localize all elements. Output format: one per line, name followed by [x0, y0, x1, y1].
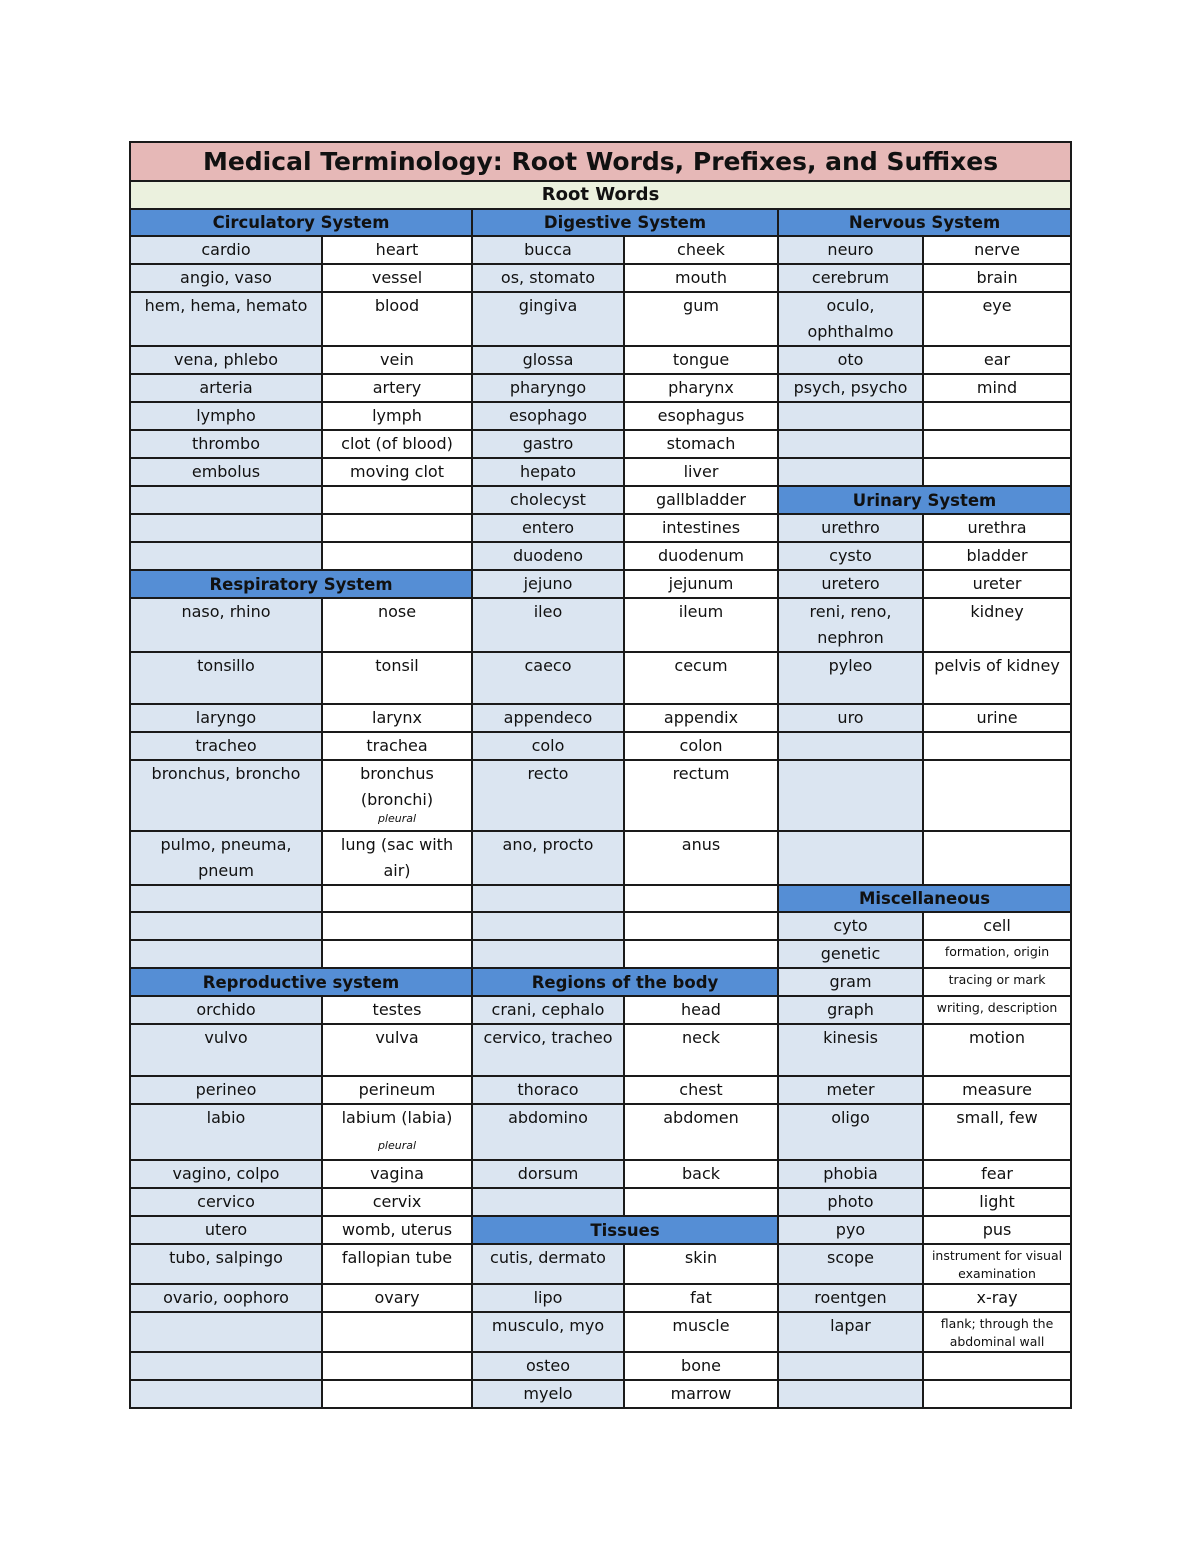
term-cell: hepato: [472, 458, 624, 486]
empty-cell: [472, 885, 624, 912]
meaning-cell: small, few: [923, 1104, 1071, 1160]
term-cell: gingiva: [472, 292, 624, 346]
meaning-text: labium (labia): [341, 1108, 453, 1127]
term-cell: osteo: [472, 1352, 624, 1380]
term-cell: thrombo: [130, 430, 322, 458]
meaning-cell: nose: [322, 598, 472, 652]
meaning-cell: ureter: [923, 570, 1071, 598]
term-cell: labio: [130, 1104, 322, 1160]
term-cell: scope: [778, 1244, 923, 1284]
empty-cell: [322, 486, 472, 514]
empty-cell: [778, 732, 923, 760]
meaning-cell: perineum: [322, 1076, 472, 1104]
empty-cell: [472, 940, 624, 968]
meaning-cell: motion: [923, 1024, 1071, 1076]
term-cell: gastro: [472, 430, 624, 458]
meaning-cell: marrow: [624, 1380, 778, 1408]
term-cell: ovario, oophoro: [130, 1284, 322, 1312]
meaning-cell: liver: [624, 458, 778, 486]
plural-note: pleural: [377, 1139, 417, 1152]
meaning-cell: tongue: [624, 346, 778, 374]
term-cell: cerebrum: [778, 264, 923, 292]
empty-cell: [778, 1380, 923, 1408]
meaning-cell: formation, origin: [923, 940, 1071, 968]
meaning-cell: appendix: [624, 704, 778, 732]
meaning-cell: pelvis of kidney: [923, 652, 1071, 704]
meaning-cell: instrument for visual examination: [923, 1244, 1071, 1284]
meaning-cell: neck: [624, 1024, 778, 1076]
term-cell: thoraco: [472, 1076, 624, 1104]
term-cell: gram: [778, 968, 923, 996]
empty-cell: [778, 458, 923, 486]
term-cell: psych, psycho: [778, 374, 923, 402]
term-cell: oto: [778, 346, 923, 374]
empty-cell: [923, 732, 1071, 760]
meaning-cell: bladder: [923, 542, 1071, 570]
meaning-cell: lung (sac with air): [322, 831, 472, 885]
term-cell: crani, cephalo: [472, 996, 624, 1024]
term-cell: phobia: [778, 1160, 923, 1188]
header-urinary: Urinary System: [778, 486, 1071, 514]
meaning-cell: heart: [322, 236, 472, 264]
term-cell: lipo: [472, 1284, 624, 1312]
term-cell: cysto: [778, 542, 923, 570]
empty-cell: [923, 831, 1071, 885]
empty-cell: [130, 486, 322, 514]
term-cell: glossa: [472, 346, 624, 374]
meaning-cell: rectum: [624, 760, 778, 831]
meaning-cell: light: [923, 1188, 1071, 1216]
empty-cell: [130, 1380, 322, 1408]
header-tissues: Tissues: [472, 1216, 778, 1244]
meaning-cell: vein: [322, 346, 472, 374]
term-cell: photo: [778, 1188, 923, 1216]
term-cell: tubo, salpingo: [130, 1244, 322, 1284]
meaning-cell: cheek: [624, 236, 778, 264]
meaning-cell: lymph: [322, 402, 472, 430]
empty-cell: [130, 885, 322, 912]
term-cell: meter: [778, 1076, 923, 1104]
empty-cell: [923, 760, 1071, 831]
empty-cell: [322, 542, 472, 570]
empty-cell: [923, 1380, 1071, 1408]
empty-cell: [130, 542, 322, 570]
terminology-table: [129, 141, 1072, 1409]
term-cell: orchido: [130, 996, 322, 1024]
meaning-cell: mind: [923, 374, 1071, 402]
empty-cell: [778, 760, 923, 831]
term-cell: cholecyst: [472, 486, 624, 514]
term-cell: cervico, tracheo: [472, 1024, 624, 1076]
term-cell: caeco: [472, 652, 624, 704]
empty-cell: [130, 912, 322, 940]
empty-cell: [322, 514, 472, 542]
meaning-cell: womb, uterus: [322, 1216, 472, 1244]
term-cell: lapar: [778, 1312, 923, 1352]
term-cell: oculo, ophthalmo: [778, 292, 923, 346]
term-cell: arteria: [130, 374, 322, 402]
empty-cell: [130, 1312, 322, 1352]
meaning-cell: larynx: [322, 704, 472, 732]
empty-cell: [322, 885, 472, 912]
meaning-cell: moving clot: [322, 458, 472, 486]
term-cell: pyleo: [778, 652, 923, 704]
meaning-cell: cell: [923, 912, 1071, 940]
meaning-cell: [322, 1104, 472, 1160]
meaning-cell: tracing or mark: [923, 968, 1071, 996]
term-cell: kinesis: [778, 1024, 923, 1076]
meaning-cell: mouth: [624, 264, 778, 292]
term-cell: genetic: [778, 940, 923, 968]
empty-cell: [130, 1352, 322, 1380]
meaning-cell: fat: [624, 1284, 778, 1312]
meaning-cell: jejunum: [624, 570, 778, 598]
meaning-cell: flank; through the abdominal wall: [923, 1312, 1071, 1352]
term-cell: angio, vaso: [130, 264, 322, 292]
term-cell: colo: [472, 732, 624, 760]
term-cell: pharyngo: [472, 374, 624, 402]
term-cell: vena, phlebo: [130, 346, 322, 374]
meaning-cell: esophagus: [624, 402, 778, 430]
empty-cell: [624, 1188, 778, 1216]
term-cell: uretero: [778, 570, 923, 598]
term-cell: hem, hema, hemato: [130, 292, 322, 346]
term-cell: uro: [778, 704, 923, 732]
meaning-cell: ear: [923, 346, 1071, 374]
term-cell: dorsum: [472, 1160, 624, 1188]
empty-cell: [130, 940, 322, 968]
empty-cell: [923, 430, 1071, 458]
meaning-cell: back: [624, 1160, 778, 1188]
empty-cell: [624, 885, 778, 912]
meaning-cell: duodenum: [624, 542, 778, 570]
meaning-cell: anus: [624, 831, 778, 885]
term-cell: ano, procto: [472, 831, 624, 885]
term-cell: duodeno: [472, 542, 624, 570]
term-cell: tracheo: [130, 732, 322, 760]
empty-cell: [322, 940, 472, 968]
empty-cell: [923, 458, 1071, 486]
meaning-cell: blood: [322, 292, 472, 346]
terminology-sheet: [129, 141, 1070, 1403]
term-cell: urethro: [778, 514, 923, 542]
meaning-cell: ovary: [322, 1284, 472, 1312]
term-cell: vagino, colpo: [130, 1160, 322, 1188]
empty-cell: [322, 1352, 472, 1380]
meaning-text: bronchus (bronchi): [360, 764, 434, 809]
meaning-cell: fallopian tube: [322, 1244, 472, 1284]
term-cell: cardio: [130, 236, 322, 264]
meaning-cell: urine: [923, 704, 1071, 732]
meaning-cell: tonsil: [322, 652, 472, 704]
empty-cell: [130, 514, 322, 542]
empty-cell: [778, 402, 923, 430]
header-miscellaneous: Miscellaneous: [778, 885, 1071, 912]
meaning-cell: vessel: [322, 264, 472, 292]
term-cell: appendeco: [472, 704, 624, 732]
empty-cell: [923, 402, 1071, 430]
term-cell: naso, rhino: [130, 598, 322, 652]
meaning-cell: ileum: [624, 598, 778, 652]
term-cell: oligo: [778, 1104, 923, 1160]
empty-cell: [472, 912, 624, 940]
meaning-cell: gallbladder: [624, 486, 778, 514]
header-digestive: Digestive System: [472, 209, 778, 236]
term-cell: jejuno: [472, 570, 624, 598]
term-cell: bucca: [472, 236, 624, 264]
meaning-cell: pus: [923, 1216, 1071, 1244]
empty-cell: [322, 1380, 472, 1408]
header-respiratory: Respiratory System: [130, 570, 472, 598]
term-cell: myelo: [472, 1380, 624, 1408]
term-cell: cervico: [130, 1188, 322, 1216]
term-cell: bronchus, broncho: [130, 760, 322, 831]
page-title: Medical Terminology: Root Words, Prefixes, and Suffixes: [130, 142, 1071, 181]
meaning-cell: intestines: [624, 514, 778, 542]
term-cell: entero: [472, 514, 624, 542]
meaning-cell: cervix: [322, 1188, 472, 1216]
section-title-root-words: Root Words: [130, 181, 1071, 209]
meaning-cell: skin: [624, 1244, 778, 1284]
term-cell: perineo: [130, 1076, 322, 1104]
empty-cell: [923, 1352, 1071, 1380]
meaning-cell: artery: [322, 374, 472, 402]
term-cell: recto: [472, 760, 624, 831]
header-regions: Regions of the body: [472, 968, 778, 996]
meaning-cell: vulva: [322, 1024, 472, 1076]
meaning-cell: colon: [624, 732, 778, 760]
meaning-cell: writing, description: [923, 996, 1071, 1024]
meaning-cell: eye: [923, 292, 1071, 346]
meaning-cell: head: [624, 996, 778, 1024]
meaning-cell: pharynx: [624, 374, 778, 402]
term-cell: ileo: [472, 598, 624, 652]
meaning-cell: stomach: [624, 430, 778, 458]
meaning-cell: vagina: [322, 1160, 472, 1188]
meaning-cell: fear: [923, 1160, 1071, 1188]
term-cell: pyo: [778, 1216, 923, 1244]
meaning-cell: nerve: [923, 236, 1071, 264]
plural-note: pleural: [377, 812, 417, 825]
meaning-cell: measure: [923, 1076, 1071, 1104]
term-cell: musculo, myo: [472, 1312, 624, 1352]
term-cell: roentgen: [778, 1284, 923, 1312]
empty-cell: [778, 831, 923, 885]
empty-cell: [322, 912, 472, 940]
term-cell: graph: [778, 996, 923, 1024]
term-cell: cyto: [778, 912, 923, 940]
meaning-cell: bone: [624, 1352, 778, 1380]
meaning-cell: kidney: [923, 598, 1071, 652]
header-reproductive: Reproductive system: [130, 968, 472, 996]
meaning-cell: urethra: [923, 514, 1071, 542]
meaning-cell: abdomen: [624, 1104, 778, 1160]
meaning-cell: muscle: [624, 1312, 778, 1352]
term-cell: cutis, dermato: [472, 1244, 624, 1284]
meaning-cell: [322, 760, 472, 831]
meaning-cell: brain: [923, 264, 1071, 292]
term-cell: embolus: [130, 458, 322, 486]
term-cell: reni, reno, nephron: [778, 598, 923, 652]
term-cell: lympho: [130, 402, 322, 430]
meaning-cell: testes: [322, 996, 472, 1024]
term-cell: abdomino: [472, 1104, 624, 1160]
meaning-cell: chest: [624, 1076, 778, 1104]
empty-cell: [778, 1352, 923, 1380]
empty-cell: [624, 940, 778, 968]
term-cell: pulmo, pneuma, pneum: [130, 831, 322, 885]
header-circulatory: Circulatory System: [130, 209, 472, 236]
meaning-cell: trachea: [322, 732, 472, 760]
term-cell: utero: [130, 1216, 322, 1244]
term-cell: esophago: [472, 402, 624, 430]
term-cell: os, stomato: [472, 264, 624, 292]
term-cell: tonsillo: [130, 652, 322, 704]
term-cell: neuro: [778, 236, 923, 264]
meaning-cell: gum: [624, 292, 778, 346]
empty-cell: [322, 1312, 472, 1352]
empty-cell: [624, 912, 778, 940]
term-cell: vulvo: [130, 1024, 322, 1076]
empty-cell: [778, 430, 923, 458]
header-nervous: Nervous System: [778, 209, 1071, 236]
term-cell: laryngo: [130, 704, 322, 732]
meaning-cell: clot (of blood): [322, 430, 472, 458]
empty-cell: [472, 1188, 624, 1216]
meaning-cell: x-ray: [923, 1284, 1071, 1312]
meaning-cell: cecum: [624, 652, 778, 704]
